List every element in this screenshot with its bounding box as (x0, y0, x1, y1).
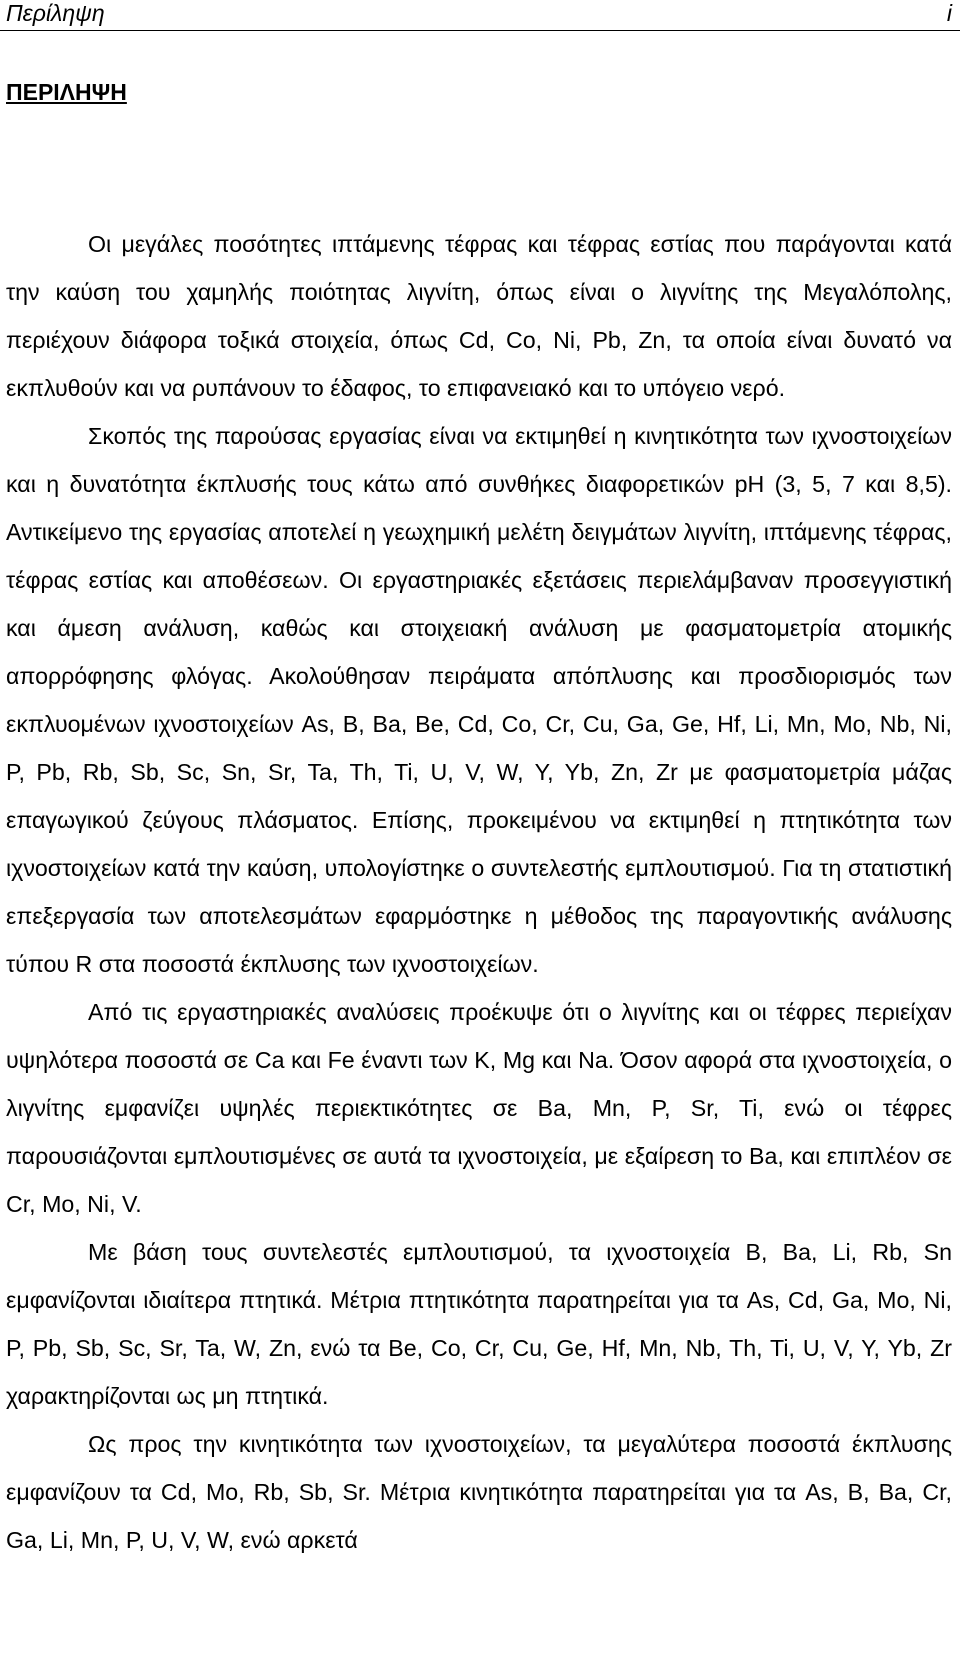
paragraph: Σκοπός της παρούσας εργασίας είναι να εκτιμηθεί η κινητικότητα των ιχνοστοιχείων και η δυνατότητα έκπλυσής τους κάτω από συνθήκες διαφορετικών pH (3, 5, 7 και 8,5). Αντικείμενο της εργασίας αποτελεί η γεωχημική μελέτη δειγμάτων λιγνίτη, ιπτάμενης τέφρας, τέφρας εστίας και αποθέσεων. Οι εργαστηριακές εξετάσεις περιελάμβαναν προσεγγιστική και άμεση ανάλυση, καθώς και στοιχειακή ανάλυση με φασματομετρία ατομικής απορρόφησης φλόγας. Ακολούθησαν πειράματα απόπλυσης και προσδιορισμός των εκπλυομένων ιχνοστοιχείων As, B, Ba, Be, Cd, Co, Cr, Cu, Ga, Ge, Hf, Li, Mn, Mo, Nb, Ni, P, Pb, Rb, Sb, Sc, Sn, Sr, Ta, Th, Ti, U, V, W, Y, Yb, Zn, Zr με φασματομετρία μάζας επαγωγικού ζεύγους πλάσματος. Επίσης, προκειμένου να εκτιμηθεί η πτητικότητα των ιχνοστοιχείων κατά την καύση, υπολογίστηκε ο συντελεστής εμπλουτισμού. Για τη στατιστική επεξεργασία των αποτελεσμάτων εφαρμόστηκε η μέθοδος της παραγοντικής ανάλυσης τύπου R στα ποσοστά έκπλυσης των ιχνοστοιχείων. (6, 423, 952, 977)
abstract-body (6, 220, 952, 1564)
paragraph: Από τις εργαστηριακές αναλύσεις προέκυψε ότι ο λιγνίτης και οι τέφρες περιείχαν υψηλότερα ποσοστά σε Ca και Fe έναντι των K, Mg και Na. Όσον αφορά στα ιχνοστοιχεία, ο λιγνίτης εμφανίζει υψηλές περιεκτικότητες σε Ba, Mn, P, Sr, Ti, ενώ οι τέφρες παρουσιάζονται εμπλουτισμένες σε αυτά τα ιχνοστοιχεία, με εξαίρεση το Ba, και επιπλέον σε Cr, Mo, Ni, V. (6, 999, 952, 1217)
header-title: Περίληψη (6, 0, 105, 26)
header-page-number: i (946, 0, 952, 26)
page-header (0, 0, 960, 31)
paragraph: Με βάση τους συντελεστές εμπλουτισμού, τα ιχνοστοιχεία B, Ba, Li, Rb, Sn εμφανίζονται ιδιαίτερα πτητικά. Μέτρια πτητικότητα παρατηρείται για τα As, Cd, Ga, Mo, Ni, P, Pb, Sb, Sc, Sr, Ta, W, Zn, ενώ τα Be, Co, Cr, Cu, Ge, Hf, Mn, Nb, Th, Ti, U, V, Y, Yb, Zr χαρακτηρίζονται ως μη πτητικά. (6, 1239, 952, 1409)
section-title: ΠΕΡΙΛΗΨΗ (6, 79, 127, 105)
paragraph: Οι μεγάλες ποσότητες ιπτάμενης τέφρας και τέφρας εστίας που παράγονται κατά την καύση του χαμηλής ποιότητας λιγνίτη, όπως είναι ο λιγνίτης της Μεγαλόπολης, περιέχουν διάφορα τοξικά στοιχεία, όπως Cd, Co, Ni, Pb, Zn, τα οποία είναι δυνατό να εκπλυθούν και να ρυπάνουν το έδαφος, το επιφανειακό και το υπόγειο νερό. (6, 231, 952, 401)
paragraph: Ως προς την κινητικότητα των ιχνοστοιχείων, τα μεγαλύτερα ποσοστά έκπλυσης εμφανίζουν τα Cd, Mo, Rb, Sb, Sr. Μέτρια κινητικότητα παρατηρείται για τα As, B, Ba, Cr, Ga, Li, Mn, P, U, V, W, ενώ αρκετά (6, 1431, 952, 1553)
